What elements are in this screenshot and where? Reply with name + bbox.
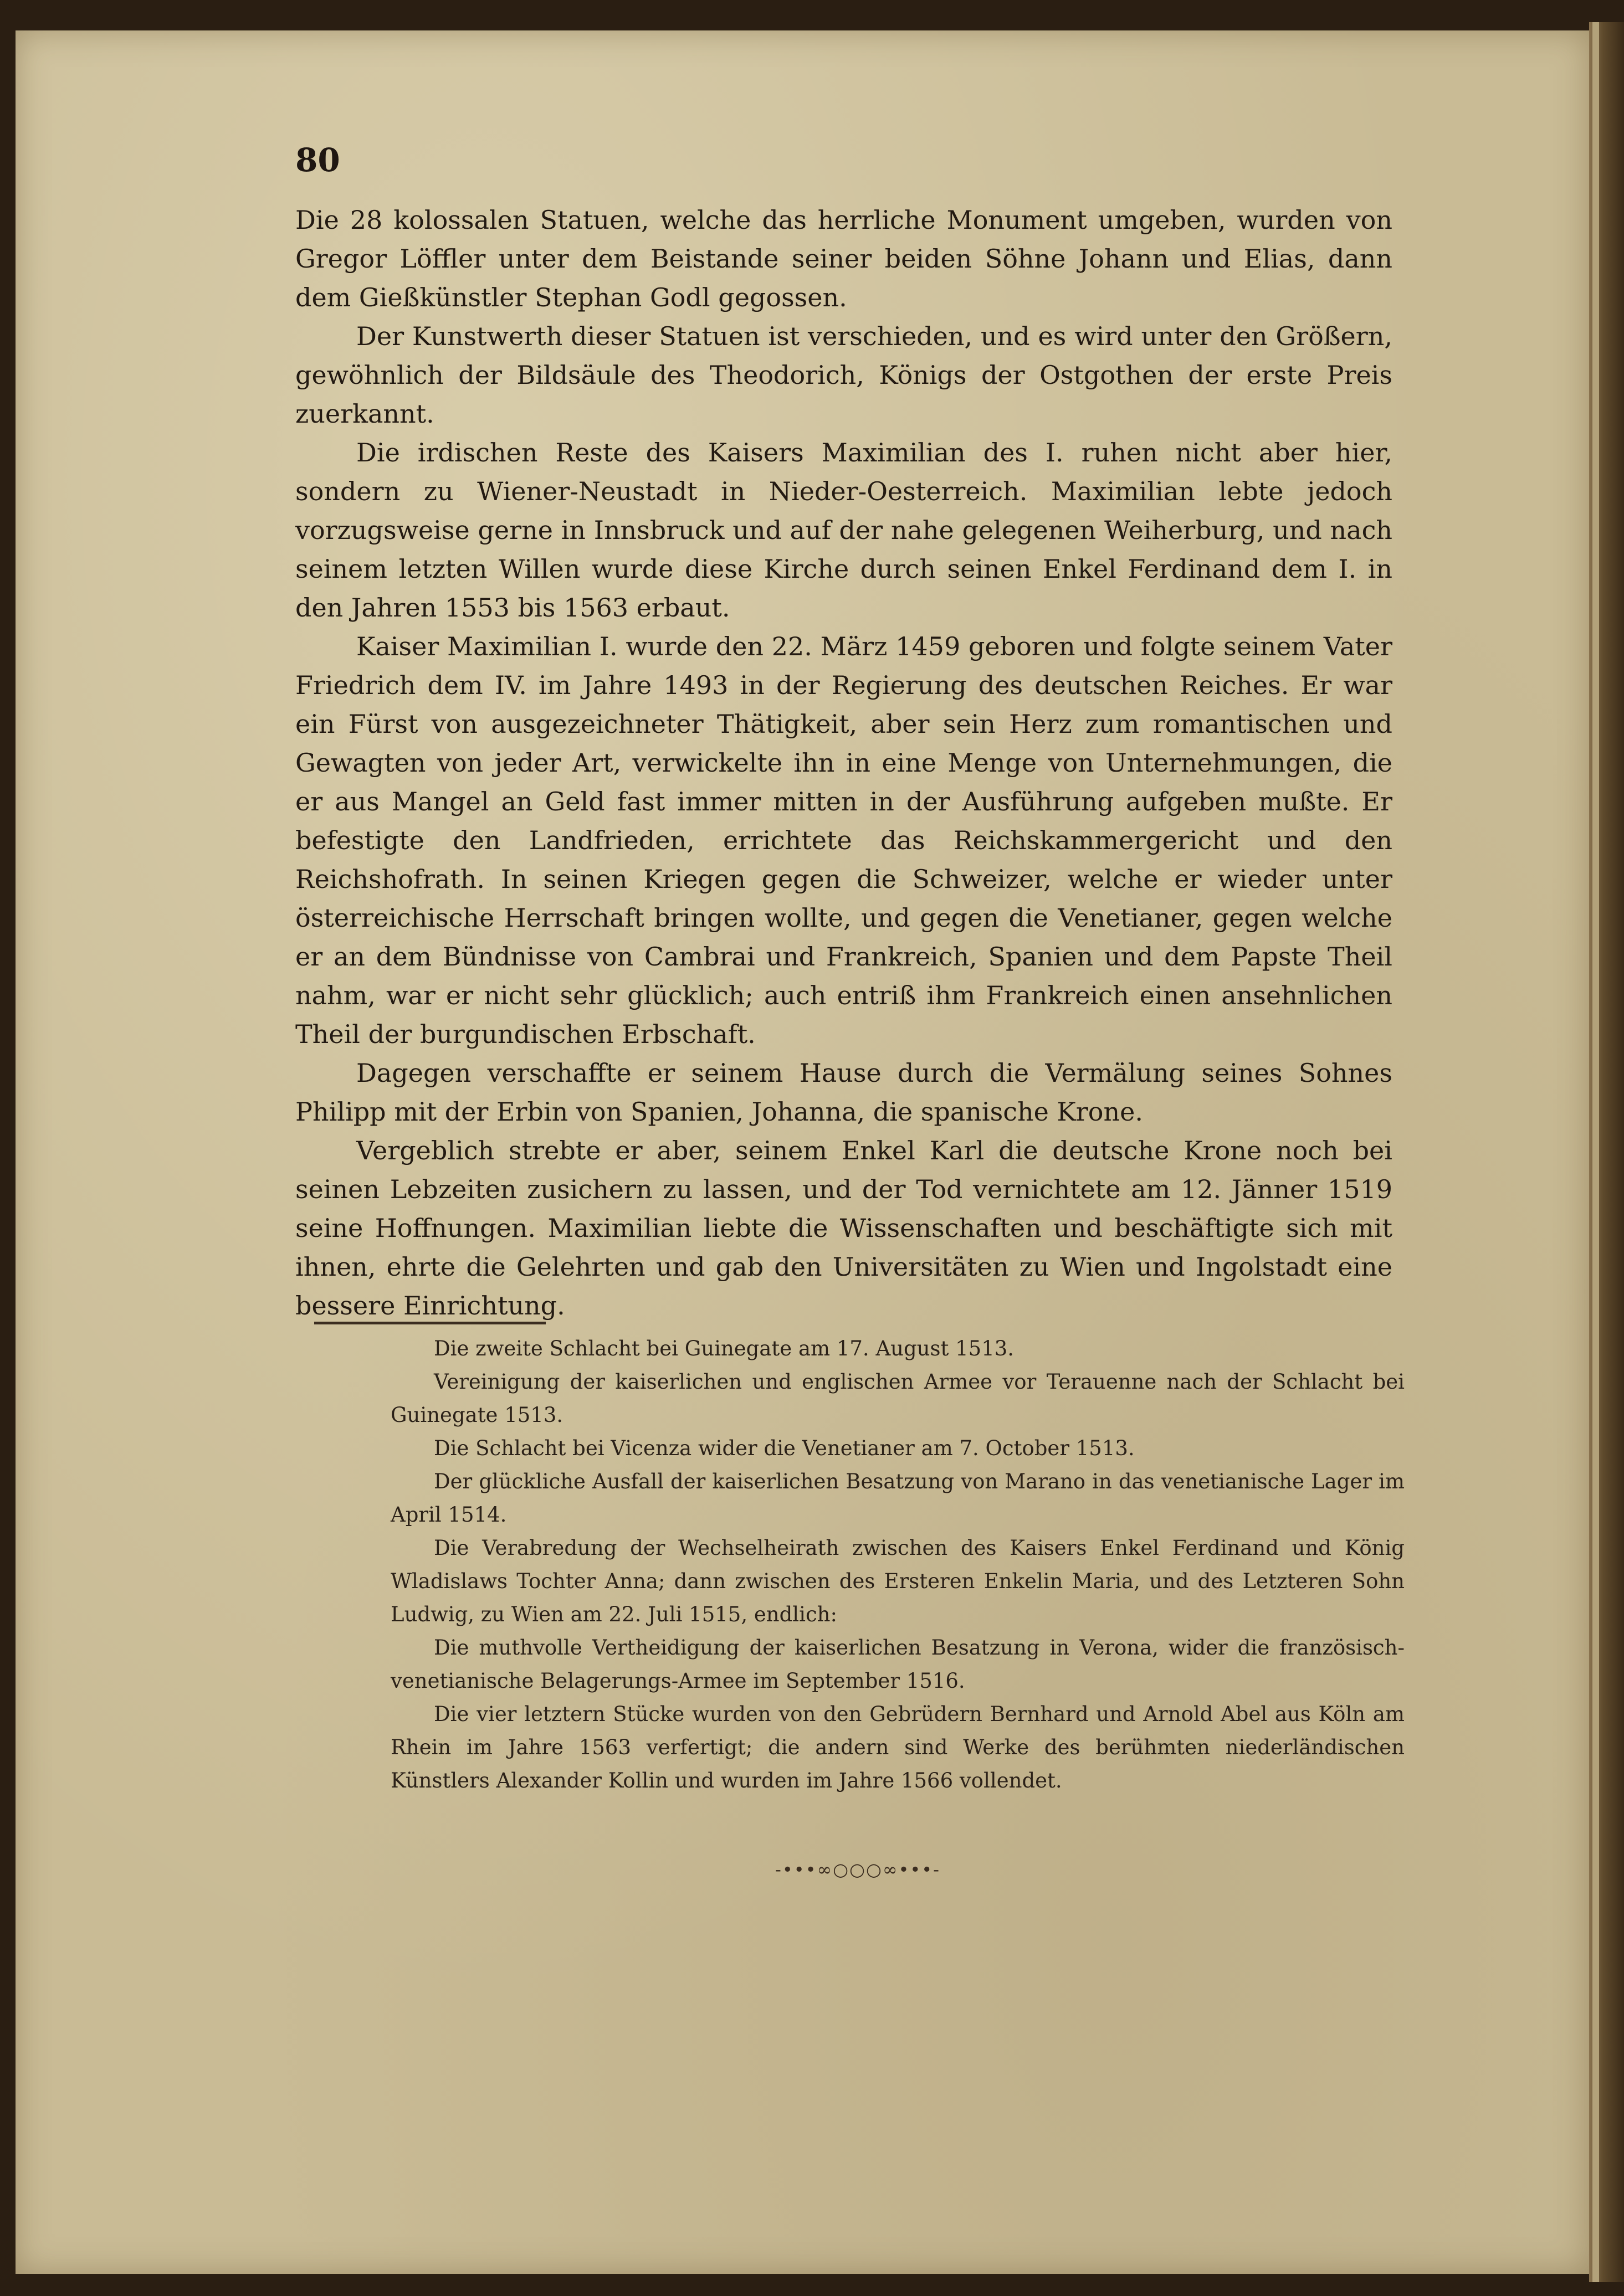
- main-text: [295, 201, 1392, 1325]
- page-number: 80: [295, 141, 340, 179]
- page-edge: [1589, 22, 1624, 2282]
- footnote: Die vier letztern Stücke wurden von den Gebrüdern Bernhard und Arnold Abel aus Köln am Rhein im Jahre 1563 verfertigt; die andern sind Werke des berühmten niederländischen Künstlers Alexander Kollin und wurden im Jahre 1566 vollendet.: [391, 1702, 1405, 1792]
- paragraph: Die 28 kolossalen Statuen, welche das herrliche Monument umgeben, wurden von Gregor Löffler unter dem Beistande seiner beiden Söhne Johann und Elias, dann dem Gießkünstler Stephan Godl gegossen.: [295, 205, 1392, 312]
- paragraph: Vergeblich strebte er aber, seinem Enkel Karl die deutsche Krone noch bei seinen Lebzeiten zusichern zu lassen, und der Tod vernichtete am 12. Jänner 1519 seine Hoffnungen. Maximilian liebte die Wissenschaften und beschäftigte sich mit ihnen, ehrte die Gelehrten und gab den Universitäten zu Wien und Ingolstadt eine bessere Einrichtung.: [295, 1136, 1392, 1321]
- end-ornament: -•••∞○○○∞•••-: [775, 1859, 940, 1880]
- footnote: Die zweite Schlacht bei Guinegate am 17. August 1513.: [434, 1337, 1015, 1360]
- footnotes: [391, 1332, 1405, 1797]
- paragraph: Die irdischen Reste des Kaisers Maximilian des I. ruhen nicht aber hier, sondern zu Wiener-Neustadt in Nieder-Oesterreich. Maximilian lebte jedoch vorzugsweise gerne in Innsbruck und auf der nahe gelegenen Weiherburg, und nach seinem letzten Willen wurde diese Kirche durch seinen Enkel Ferdinand dem I. in den Jahren 1553 bis 1563 erbaut.: [295, 438, 1392, 623]
- footnote: Die muthvolle Vertheidigung der kaiserlichen Besatzung in Verona, wider die französisch-venetianische Belagerungs-Armee im September 1516.: [391, 1636, 1405, 1693]
- page-edge-strip: [1592, 22, 1599, 2282]
- paragraph: Der Kunstwerth dieser Statuen ist verschieden, und es wird unter den Größern, gewöhnlich der Bildsäule des Theodorich, Königs der Ostgothen der erste Preis zuerkannt.: [295, 321, 1392, 429]
- paragraph: Dagegen verschaffte er seinem Hause durch die Vermälung seines Sohnes Philipp mit der Erbin von Spanien, Johanna, die spanische Krone.: [295, 1058, 1392, 1127]
- footnote: Der glückliche Ausfall der kaiserlichen Besatzung von Marano in das venetianische Lager im April 1514.: [391, 1470, 1405, 1527]
- footnote-divider: [314, 1322, 546, 1324]
- paragraph: Kaiser Maximilian I. wurde den 22. März 1459 geboren und folgte seinem Vater Friedrich dem IV. im Jahre 1493 in der Regierung des deutschen Reiches. Er war ein Fürst von ausgezeichneter Thätigkeit, aber sein Herz zum romantischen und Gewagten von jeder Art, verwickelte ihn in eine Menge von Unternehmungen, die er aus Mangel an Geld fast immer mitten in der Ausführung aufgeben mußte. Er befestigte den Landfrieden, errichtete das Reichskammergericht und den Reichshofrath. In seinen Kriegen gegen die Schweizer, welche er wieder unter österreichische Herrschaft bringen wollte, und gegen die Venetianer, gegen welche er an dem Bündnisse von Cambrai und Frankreich, Spanien und dem Papste Theil nahm, war er nicht sehr glücklich; auch entriß ihm Frankreich einen ansehnlichen Theil der burgundischen Erbschaft.: [295, 631, 1392, 1049]
- footnote: Vereinigung der kaiserlichen und englischen Armee vor Terauenne nach der Schlacht bei Guinegate 1513.: [391, 1370, 1405, 1427]
- footnote: Die Schlacht bei Vicenza wider die Venetianer am 7. October 1513.: [434, 1436, 1135, 1460]
- footnote: Die Verabredung der Wechselheirath zwischen des Kaisers Enkel Ferdinand und König Wladislaws Tochter Anna; dann zwischen des Ersteren Enkelin Maria, und des Letzteren Sohn Ludwig, zu Wien am 22. Juli 1515, endlich:: [391, 1536, 1405, 1626]
